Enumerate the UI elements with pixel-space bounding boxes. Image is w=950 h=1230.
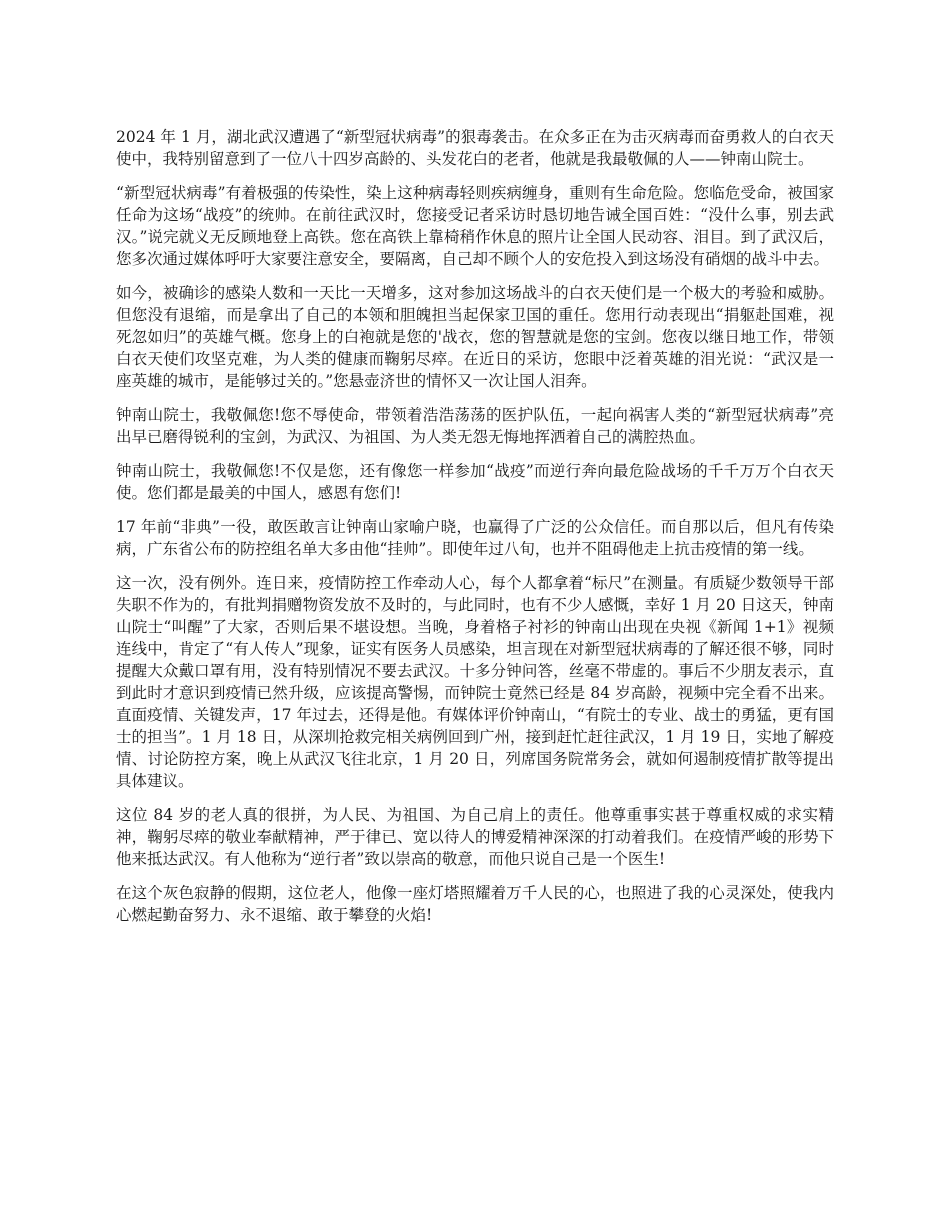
paragraph-8: 这位 84 岁的老人真的很拼，为人民、为祖国、为自己肩上的责任。他尊重事实甚于尊重权威的求实精神，鞠躬尽瘁的敬业奉献精神，严于律已、宽以待人的博爱精神深深的打动着我们。在疫情严峻的形势下他来抵达武汉。有人他称为“逆行者”致以崇高的敬意，而他只说自己是一个医生!	[116, 806, 834, 868]
essay-body	[116, 126, 834, 938]
paragraph-9: 在这个灰色寂静的假期，这位老人，他像一座灯塔照耀着万千人民的心，也照进了我的心灵深处，使我内心燃起勤奋努力、永不退缩、敢于攀登的火焰!	[116, 884, 834, 924]
paragraph-1: 2024 年 1 月，湖北武汉遭遇了“新型冠状病毒”的狠毒袭击。在众多正在为击灭病毒而奋勇救人的白衣天使中，我特别留意到了一位八十四岁高龄的、头发花白的老者，他就是我最敬佩的人——钟南山院士。	[116, 128, 834, 168]
paragraph-2: “新型冠状病毒”有着极强的传染性，染上这种病毒轻则疾病缠身，重则有生命危险。您临危受命，被国家任命为这场“战疫”的统帅。在前往武汉时，您接受记者采访时恳切地告诫全国百姓：“没什么事，别去武汉。”说完就义无反顾地登上高铁。您在高铁上靠椅稍作休息的照片让全国人民动容、泪目。到了武汉后，您多次通过媒体呼吁大家要注意安全，要隔离，自己却不顾个人的安危投入到这场没有硝烟的战斗中去。	[116, 184, 834, 268]
paragraph-4: 钟南山院士，我敬佩您!您不辱使命，带领着浩浩荡荡的医护队伍，一起向祸害人类的“新型冠状病毒”亮出早已磨得锐利的宝剑，为武汉、为祖国、为人类无怨无悔地挥洒着自己的满腔热血。	[116, 406, 834, 446]
paragraph-5: 钟南山院士，我敬佩您!不仅是您，还有像您一样参加“战疫”而逆行奔向最危险战场的千千万万个白衣天使。您们都是最美的中国人，感恩有您们!	[116, 462, 834, 502]
paragraph-7: 这一次，没有例外。连日来，疫情防控工作牵动人心，每个人都拿着“标尺”在测量。有质疑少数领导干部失职不作为的，有批判捐赠物资发放不及时的，与此同时，也有不少人感慨，幸好 1 月 20 日这天，钟南山院士“叫醒”了大家，否则后果不堪设想。当晚，身着格子衬衫的钟南山出现在央视《新闻 1+1》视频连线中，肯定了“有人传人”现象，证实有医务人员感染，坦言现在对新型冠状病毒的了解还很不够，同时提醒大众戴口罩有用，没有特别情况不要去武汉。十多分钟问答，丝毫不带虚的。事后不少朋友表示，直到此时才意识到疫情已然升级，应该提高警惕，而钟院士竟然已经是 84 岁高龄，视频中完全看不出来。直面疫情、关键发声，17 年过去，还得是他。有媒体评价钟南山，“有院士的专业、战士的勇猛，更有国士的担当”。1 月 18 日，从深圳抢救完相关病例回到广州，接到赶忙赶往武汉，1 月 19 日，实地了解疫情、讨论防控方案，晚上从武汉飞往北京，1 月 20 日，列席国务院常务会，就如何遏制疫情扩散等提出具体建议。	[116, 574, 834, 790]
paragraph-6: 17 年前“非典”一役，敢医敢言让钟南山家喻户晓，也赢得了广泛的公众信任。而自那以后，但凡有传染病，广东省公布的防控组名单大多由他“挂帅”。即使年过八旬，也并不阻碍他走上抗击疫情的第一线。	[116, 518, 834, 558]
paragraph-3: 如今，被确诊的感染人数和一天比一天增多，这对参加这场战斗的白衣天使们是一个极大的考验和威胁。但您没有退缩，而是拿出了自己的本领和胆魄担当起保家卫国的重任。您用行动表现出“捐躯赴国难，视死忽如归”的英雄气概。您身上的白袍就是您的'战衣，您的智慧就是您的宝剑。您夜以继日地工作，带领白衣天使们攻坚克难，为人类的健康而鞠躬尽瘁。在近日的采访，您眼中泛着英雄的泪光说：“武汉是一座英雄的城市，是能够过关的。”您悬壶济世的情怀又一次让国人泪奔。	[116, 284, 834, 390]
